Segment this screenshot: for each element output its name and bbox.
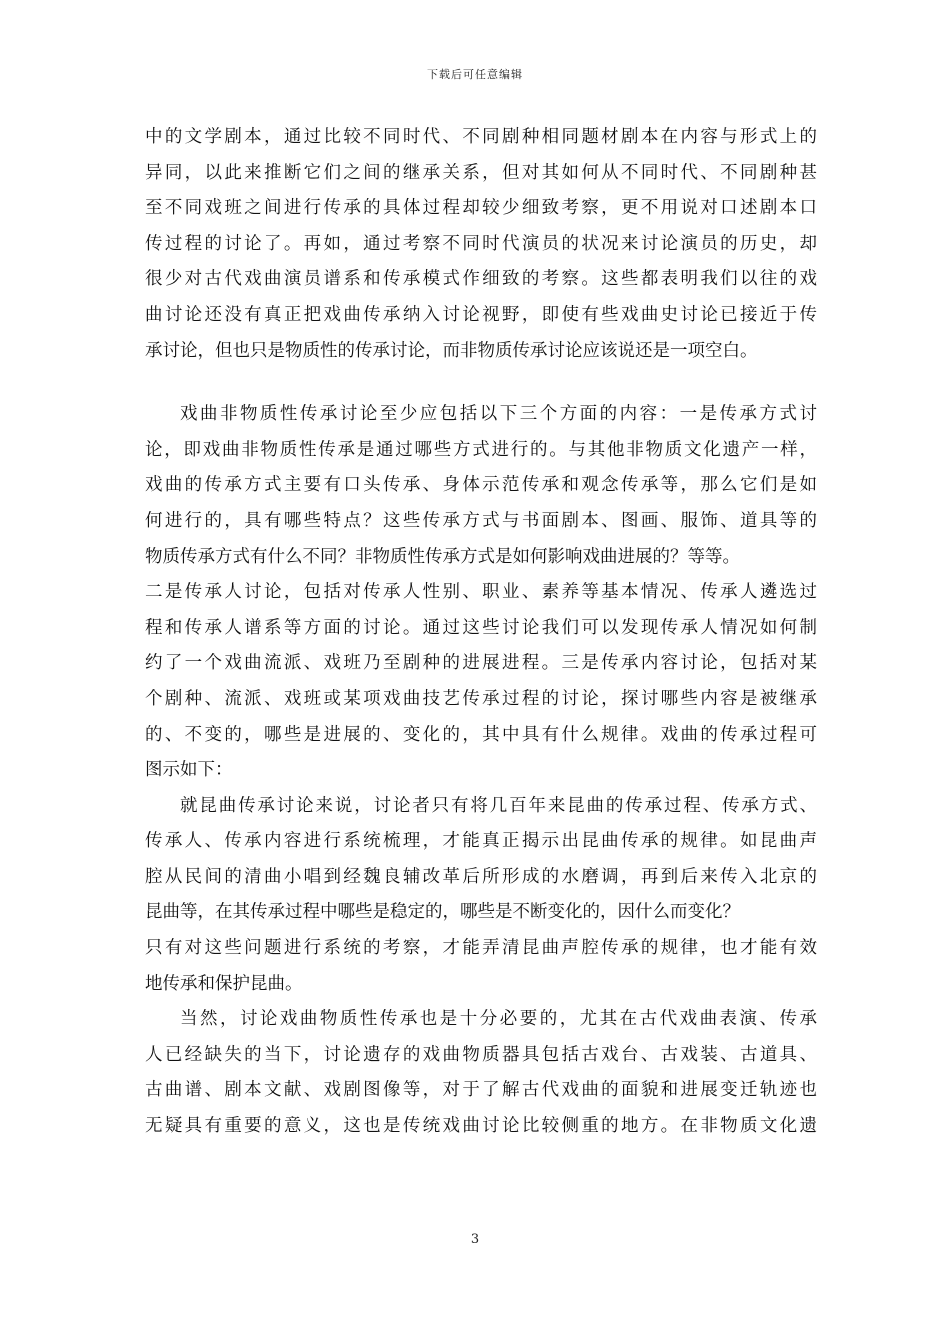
text-line: 戏曲非物质性传承讨论至少应包括以下三个方面的内容：一是传承方式讨 xyxy=(180,404,817,425)
text-line: 约了一个戏曲流派、戏班乃至剧种的进展进程。三是传承内容讨论，包括对某 xyxy=(145,653,817,674)
text-line: 地传承和保护昆曲。 xyxy=(145,973,303,994)
page-number: 3 xyxy=(470,1232,480,1247)
text-line: 何进行的，具有哪些特点？这些传承方式与书面剧本、图画、服饰、道具等的 xyxy=(145,510,817,531)
text-line: 中的文学剧本，通过比较不同时代、不同剧种相同题材剧本在内容与形式上的 xyxy=(145,127,817,147)
text-line: 古曲谱、剧本文献、戏剧图像等，对于了解古代戏曲的面貌和进展变迁轨迹也 xyxy=(145,1080,817,1101)
text-line: 只有对这些问题进行系统的考察，才能弄清昆曲声腔传承的规律，也才能有效 xyxy=(145,938,817,959)
text-line: 承讨论，但也只是物质性的传承讨论，而非物质传承讨论应该说还是一项空白。 xyxy=(145,340,758,361)
paragraph-3 xyxy=(145,789,817,1003)
text-line: 的、不变的，哪些是进展的、变化的，其中具有什么规律。戏曲的传承过程可 xyxy=(145,724,817,745)
text-line: 昆曲等，在其传承过程中哪些是稳定的，哪些是不断变化的，因什么而变化？ xyxy=(145,902,740,923)
paragraph-gap xyxy=(145,369,817,397)
text-line: 很少对古代戏曲演员谱系和传承模式作细致的考察。这些都表明我们以往的戏 xyxy=(145,269,817,290)
text-line: 无疑具有重要的意义，这也是传统戏曲讨论比较侧重的地方。在非物质文化遗 xyxy=(145,1116,817,1137)
text-line: 程和传承人谱系等方面的讨论。通过这些讨论我们可以发现传承人情况如何制 xyxy=(145,617,817,638)
text-line: 腔从民间的清曲小唱到经魏良辅改革后所形成的水磨调，再到后来传入北京的 xyxy=(145,866,817,887)
text-line: 当然，讨论戏曲物质性传承也是十分必要的，尤其在古代戏曲表演、传承 xyxy=(180,1009,817,1030)
text-line: 戏曲的传承方式主要有口头传承、身体示范传承和观念传承等，那么它们是如 xyxy=(145,475,817,496)
text-line: 传过程的讨论了。再如，通过考察不同时代演员的状况来讨论演员的历史，却 xyxy=(145,233,817,254)
text-line: 二是传承人讨论，包括对传承人性别、职业、素养等基本情况、传承人遴选过 xyxy=(145,582,817,603)
text-line: 论，即戏曲非物质性传承是通过哪些方式进行的。与其他非物质文化遗产一样， xyxy=(145,439,817,460)
text-line: 曲讨论还没有真正把戏曲传承纳入讨论视野，即使有些戏曲史讨论已接近于传 xyxy=(145,304,817,325)
text-line: 人已经缺失的当下，讨论遗存的戏曲物质器具包括古戏台、古戏装、古道具、 xyxy=(145,1044,817,1065)
page-header: 下载后可任意编辑 xyxy=(427,68,523,81)
text-line: 传承人、传承内容进行系统梳理，才能真正揭示出昆曲传承的规律。如昆曲声 xyxy=(145,831,817,852)
document-body xyxy=(145,120,817,1145)
paragraph-1 xyxy=(145,120,817,369)
text-line: 个剧种、流派、戏班或某项戏曲技艺传承过程的讨论，探讨哪些内容是被继承 xyxy=(145,688,817,709)
text-line: 至不同戏班之间进行传承的具体过程却较少细致考察，更不用说对口述剧本口 xyxy=(145,198,817,219)
paragraph-4 xyxy=(145,1002,817,1144)
text-line: 异同，以此来推断它们之间的继承关系，但对其如何从不同时代、不同剧种甚 xyxy=(145,162,817,183)
text-line: 物质传承方式有什么不同？非物质性传承方式是如何影响戏曲进展的？等等。 xyxy=(145,546,740,567)
paragraph-2 xyxy=(145,397,817,789)
text-line: 图示如下： xyxy=(145,760,233,781)
text-line: 就昆曲传承讨论来说，讨论者只有将几百年来昆曲的传承过程、传承方式、 xyxy=(180,795,817,816)
